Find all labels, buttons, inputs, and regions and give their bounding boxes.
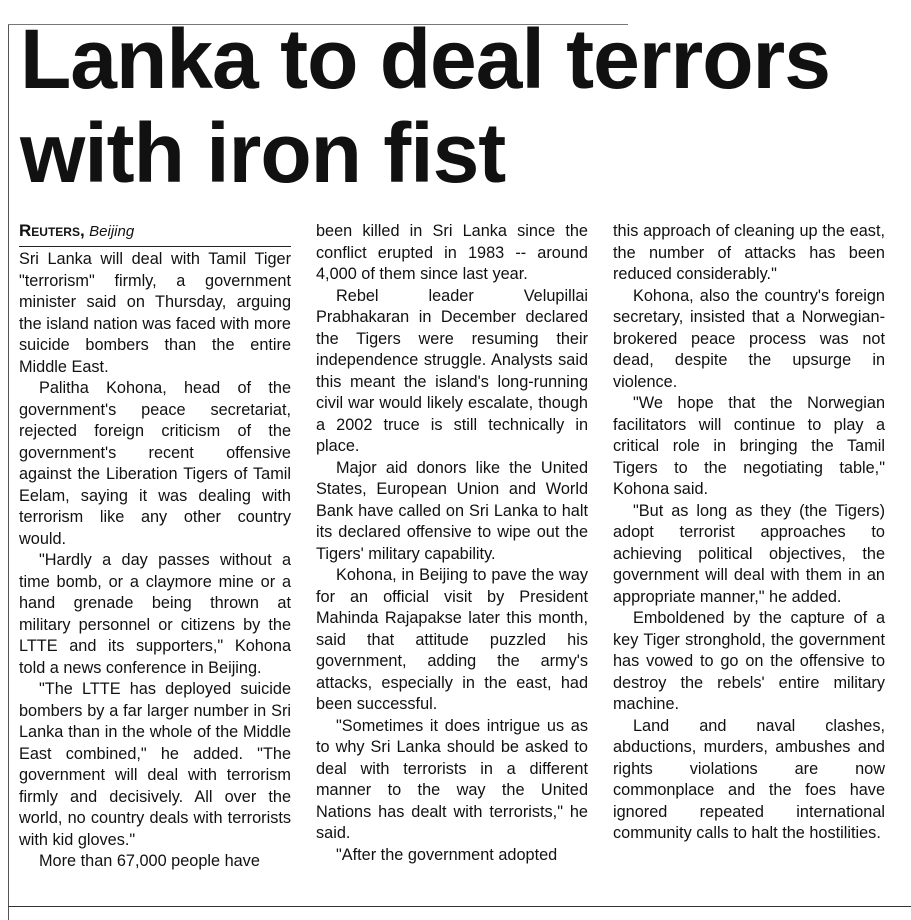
paragraph: "After the government adopted	[336, 845, 558, 864]
paragraph: More than 67,000 people have	[39, 852, 260, 870]
headline	[20, 12, 910, 200]
article-column-1	[19, 220, 291, 873]
bottom-rule	[8, 906, 911, 907]
paragraph: been killed in Sri Lanka since the conflict erupted in 1983 -- around 4,000 of them since last year.	[316, 222, 588, 283]
paragraph: Kohona, also the country's foreign secretary, insisted that a Norwegian-brokered peace process was not dead, despite the upsurge in violence.	[613, 286, 885, 391]
paragraph: "Hardly a day passes without a time bomb, or a claymore mine or a hand grenade being thrown at military personnel or citizens by the LTTE and its supporters," Kohona told a news conference in Beijing.	[19, 551, 291, 677]
headline-line-2: with iron fist	[20, 106, 506, 200]
left-column-rule	[8, 24, 9, 920]
paragraph: this approach of cleaning up the east, the number of attacks has been reduced considerably."	[613, 222, 885, 283]
paragraph: Sri Lanka will deal with Tamil Tiger "terrorism" firmly, a government minister said on Thursday, arguing the island nation was faced with more suicide bombers than the entire Middle East.	[19, 250, 291, 376]
paragraph: Kohona, in Beijing to pave the way for an official visit by President Mahinda Rajapakse later this month, said that attitude puzzled his government, adding the army's attacks, especially in the east, had been successful.	[316, 566, 588, 713]
paragraph: "The LTTE has deployed suicide bombers by a far larger number in Sri Lanka than in the whole of the Middle East combined," he added. "The government will deal with terrorism firmly and decisively. All over the world, no country deals with terrorists with kid gloves."	[19, 680, 291, 849]
paragraph: Major aid donors like the United States, European Union and World Bank have called on Sri Lanka to halt its declared offensive to wipe out the Tigers' military capability.	[316, 458, 588, 563]
paragraph: "We hope that the Norwegian facilitators will continue to play a critical role in bringing the Tamil Tigers to the negotiating table," Kohona said.	[613, 394, 885, 498]
paragraph: "But as long as they (the Tigers) adopt terrorist approaches to achieving political objectives, the government will deal with them in an appropriate manner," he added.	[613, 501, 885, 606]
paragraph: Rebel leader Velupillai Prabhakaran in December declared the Tigers were resuming their independence struggle. Analysts said this meant the island's long-running civil war would likely escalate, though a 2002 truce is still technically in place.	[316, 286, 588, 455]
paragraph: Emboldened by the capture of a key Tiger stronghold, the government has vowed to go on the offensive to destroy the rebels' entire military machine.	[613, 609, 885, 713]
article-column-2	[316, 221, 588, 866]
paragraph: Land and naval clashes, abductions, murders, ambushes and rights violations are now commonplace and the foes have ignored repeated international community calls to halt the hostilities.	[613, 716, 885, 842]
article-column-3	[613, 221, 885, 845]
headline-line-1: Lanka to deal terrors	[20, 12, 830, 106]
paragraph: "Sometimes it does intrigue us as to why Sri Lanka should be asked to deal with terrorists in a different manner to the way the United Nations has dealt with terrorists," he said.	[316, 716, 588, 842]
byline-dateline: Beijing	[89, 223, 135, 240]
byline-agency: Reuters,	[19, 221, 85, 240]
byline	[19, 220, 291, 247]
paragraph: Palitha Kohona, head of the government's peace secretariat, rejected foreign criticism of the government's recent offensive against the Liberation Tigers of Tamil Eelam, saying it was dealing with terrorism like any other country would.	[19, 379, 291, 548]
